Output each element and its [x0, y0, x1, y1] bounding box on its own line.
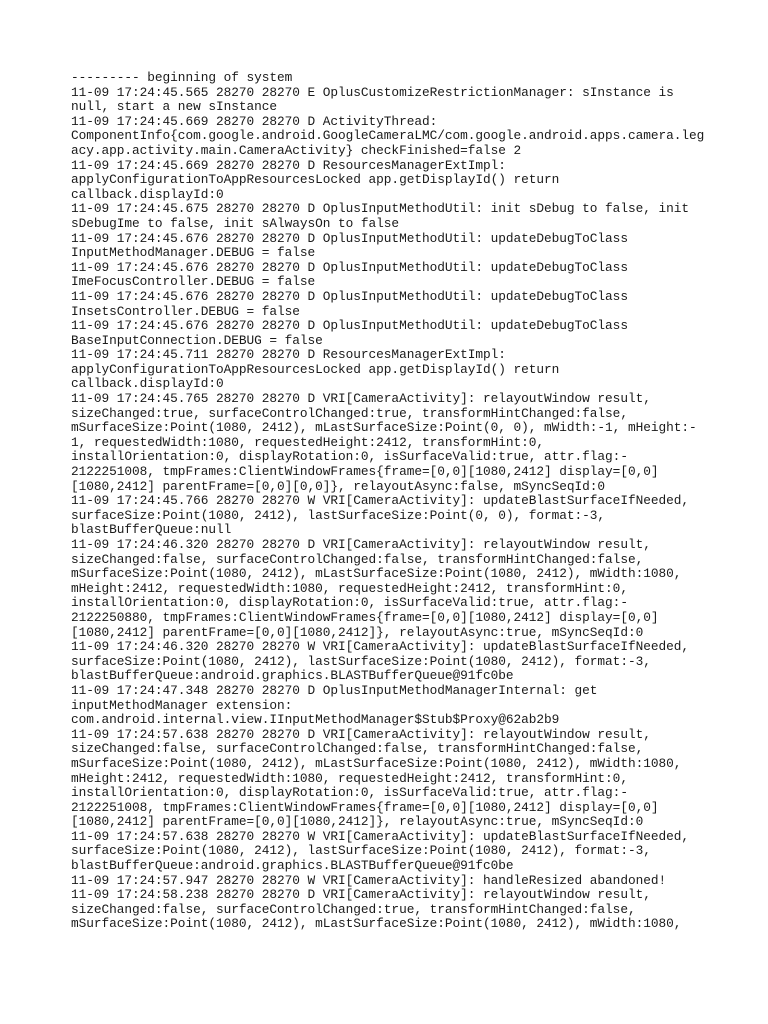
log-line: 2122251008, tmpFrames:ClientWindowFrames{frame=[0,0][1080,2412] display=[0,0] [71, 464, 659, 480]
log-line: --------- beginning of system [71, 70, 293, 85]
log-line: callback.displayId:0 [71, 376, 224, 392]
log-line: [1080,2412] parentFrame=[0,0][0,0]}, relayoutAsync:false, mSyncSeqId:0 [71, 478, 606, 494]
log-line: blastBufferQueue:null [71, 522, 232, 538]
log-line: surfaceSize:Point(1080, 2412), lastSurfaceSize:Point(0, 0), format:-3, [71, 507, 606, 523]
log-line: 11-09 17:24:57.638 28270 28270 W VRI[CameraActivity]: updateBlastSurfaceIfNeeded, [71, 828, 689, 844]
log-line: blastBufferQueue:android.graphics.BLASTBufferQueue@91fc0be [71, 858, 514, 874]
log-line: 11-09 17:24:45.675 28270 28270 D OplusInputMethodUtil: init sDebug to false, init [71, 201, 689, 217]
log-line: InputMethodManager.DEBUG = false [71, 245, 316, 261]
log-line: inputMethodManager extension: [71, 697, 293, 713]
log-line: 11-09 17:24:45.676 28270 28270 D OplusInputMethodUtil: updateDebugToClass [71, 288, 628, 304]
log-line: 11-09 17:24:45.676 28270 28270 D OplusInputMethodUtil: updateDebugToClass [71, 259, 628, 275]
log-line: 11-09 17:24:45.669 28270 28270 D ActivityThread: [71, 113, 438, 129]
log-line: ComponentInfo{com.google.android.GoogleCameraLMC/com.google.android.apps.camera.leg [71, 128, 705, 144]
log-line: 11-09 17:24:46.320 28270 28270 W VRI[CameraActivity]: updateBlastSurfaceIfNeeded, [71, 639, 689, 655]
log-line: sDebugIme to false, init sAlwaysOn to false [71, 215, 400, 231]
log-line: callback.displayId:0 [71, 186, 224, 202]
log-line: surfaceSize:Point(1080, 2412), lastSurfaceSize:Point(1080, 2412), format:-3, [71, 653, 651, 669]
log-line: 11-09 17:24:45.676 28270 28270 D OplusInputMethodUtil: updateDebugToClass [71, 318, 628, 334]
log-line: surfaceSize:Point(1080, 2412), lastSurfaceSize:Point(1080, 2412), format:-3, [71, 843, 651, 859]
log-line: installOrientation:0, displayRotation:0, isSurfaceValid:true, attr.flag:- [71, 785, 628, 801]
log-line: [1080,2412] parentFrame=[0,0][1080,2412]}, relayoutAsync:true, mSyncSeqId:0 [71, 624, 644, 640]
log-line: blastBufferQueue:android.graphics.BLASTBufferQueue@91fc0be [71, 668, 514, 684]
log-line: sizeChanged:false, surfaceControlChanged:false, transformHintChanged:false, [71, 741, 644, 757]
log-line: installOrientation:0, displayRotation:0, isSurfaceValid:true, attr.flag:- [71, 449, 628, 465]
log-line: com.android.internal.view.IInputMethodManager$Stub$Proxy@62ab2b9 [71, 712, 560, 728]
log-line: mSurfaceSize:Point(1080, 2412), mLastSurfaceSize:Point(0, 0), mWidth:-1, mHeight:- [71, 420, 697, 436]
log-line: [1080,2412] parentFrame=[0,0][1080,2412]}, relayoutAsync:true, mSyncSeqId:0 [71, 814, 644, 830]
log-line: ImeFocusController.DEBUG = false [71, 274, 316, 290]
log-line: 11-09 17:24:47.348 28270 28270 D OplusInputMethodManagerInternal: get [71, 682, 598, 698]
log-line: 2122250880, tmpFrames:ClientWindowFrames{frame=[0,0][1080,2412] display=[0,0] [71, 609, 659, 625]
log-line: sizeChanged:true, surfaceControlChanged:true, transformHintChanged:false, [71, 405, 628, 421]
log-line: 11-09 17:24:45.765 28270 28270 D VRI[CameraActivity]: relayoutWindow result, [71, 391, 651, 407]
log-line: mSurfaceSize:Point(1080, 2412), mLastSurfaceSize:Point(1080, 2412), mWidth:1080, [71, 755, 682, 771]
log-line: applyConfigurationToAppResourcesLocked app.getDisplayId() return [71, 172, 560, 188]
log-line: 11-09 17:24:45.565 28270 28270 E OplusCustomizeRestrictionManager: sInstance is [71, 84, 674, 100]
log-line: 11-09 17:24:45.676 28270 28270 D OplusInputMethodUtil: updateDebugToClass [71, 230, 628, 246]
log-line: 11-09 17:24:45.766 28270 28270 W VRI[CameraActivity]: updateBlastSurfaceIfNeeded, [71, 493, 689, 509]
log-line: acy.app.activity.main.CameraActivity} checkFinished=false 2 [71, 142, 522, 158]
log-line: mSurfaceSize:Point(1080, 2412), mLastSurfaceSize:Point(1080, 2412), mWidth:1080, [71, 566, 682, 582]
log-line: BaseInputConnection.DEBUG = false [71, 332, 323, 348]
log-line: 11-09 17:24:57.947 28270 28270 W VRI[CameraActivity]: handleResized abandoned! [71, 872, 667, 888]
log-line: 1, requestedWidth:1080, requestedHeight:2412, transformHint:0, [71, 434, 545, 450]
log-line: mSurfaceSize:Point(1080, 2412), mLastSurfaceSize:Point(1080, 2412), mWidth:1080, [71, 916, 682, 932]
log-line: 11-09 17:24:45.711 28270 28270 D ResourcesManagerExtImpl: [71, 347, 506, 363]
log-line: 11-09 17:24:46.320 28270 28270 D VRI[CameraActivity]: relayoutWindow result, [71, 537, 651, 552]
log-line: 11-09 17:24:45.669 28270 28270 D ResourcesManagerExtImpl: [71, 157, 506, 173]
log-line: mHeight:2412, requestedWidth:1080, requestedHeight:2412, transformHint:0, [71, 580, 628, 596]
log-line: 11-09 17:24:58.238 28270 28270 D VRI[CameraActivity]: relayoutWindow result, [71, 887, 651, 903]
log-line: 11-09 17:24:57.638 28270 28270 D VRI[CameraActivity]: relayoutWindow result, [71, 726, 651, 742]
log-line: sizeChanged:false, surfaceControlChanged:false, transformHintChanged:false, [71, 551, 644, 567]
log-text-block [71, 71, 711, 932]
log-line: installOrientation:0, displayRotation:0, isSurfaceValid:true, attr.flag:- [71, 595, 628, 611]
log-line: sizeChanged:false, surfaceControlChanged:true, transformHintChanged:false, [71, 901, 636, 917]
log-line: null, start a new sInstance [71, 99, 277, 115]
log-line: InsetsController.DEBUG = false [71, 303, 300, 319]
log-line: mHeight:2412, requestedWidth:1080, requestedHeight:2412, transformHint:0, [71, 770, 628, 786]
log-line: applyConfigurationToAppResourcesLocked app.getDisplayId() return [71, 361, 560, 377]
log-line: 2122251008, tmpFrames:ClientWindowFrames{frame=[0,0][1080,2412] display=[0,0] [71, 799, 659, 815]
